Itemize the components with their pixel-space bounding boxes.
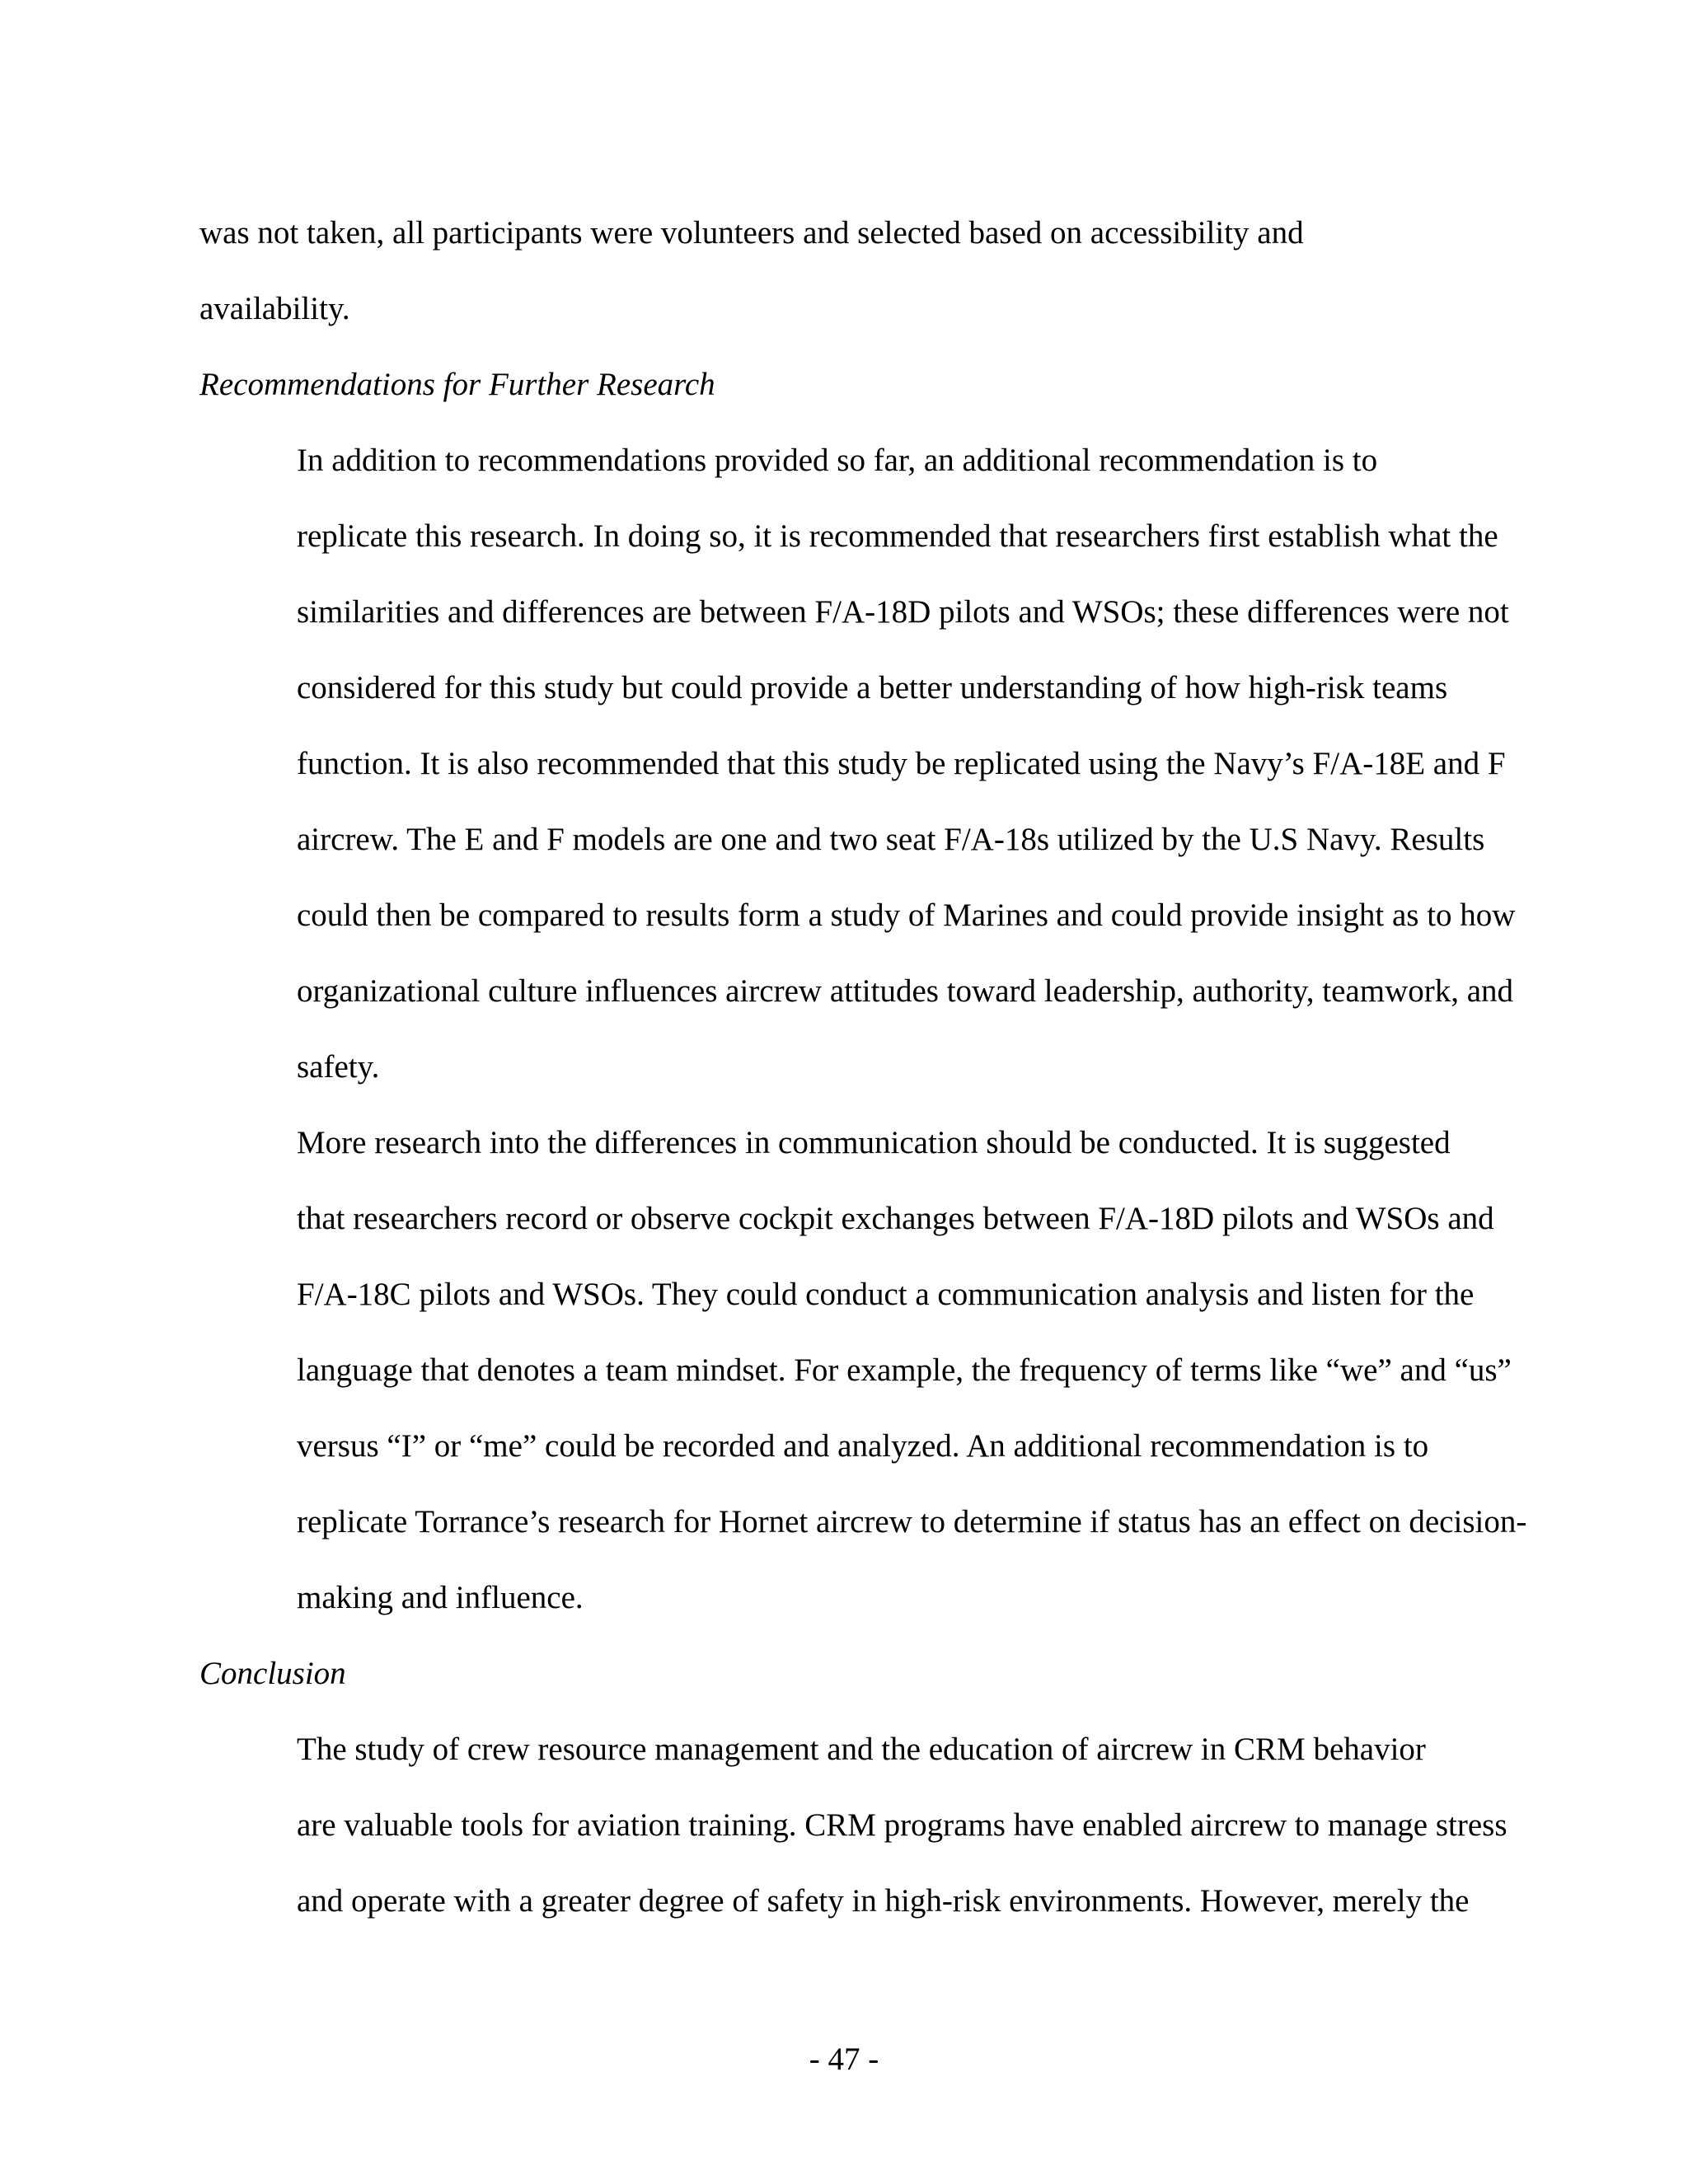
text-line: that researchers record or observe cockpit exchanges between F/A-18D pilots and WSOs and	[297, 1201, 1494, 1236]
text-line: replicate this research. In doing so, it is recommended that researchers first establish what the	[297, 518, 1498, 554]
text-line: similarities and differences are between F/A-18D pilots and WSOs; these differences were not	[297, 594, 1509, 630]
body-paragraph	[199, 195, 1502, 347]
text-line: Recommendations for Further Research	[199, 367, 715, 402]
text-line: The study of crew resource management and the education of aircrew in CRM behavior	[297, 1732, 1426, 1767]
text-line: was not taken, all participants were volunteers and selected based on accessibility and	[199, 215, 1304, 251]
text-line: language that denotes a team mindset. For example, the frequency of terms like “we” and “us”	[297, 1352, 1512, 1388]
body-paragraph	[199, 1105, 1527, 1636]
text-line: availability.	[199, 291, 350, 326]
text-line: could then be compared to results form a study of Marines and could provide insight as to how	[297, 898, 1516, 933]
text-line: replicate Torrance’s research for Hornet aircrew to determine if status has an effect on decision-	[297, 1504, 1527, 1540]
text-line: In addition to recommendations provided so far, an additional recommendation is to	[297, 443, 1378, 478]
text-line: function. It is also recommended that this study be replicated using the Navy’s F/A-18E and F	[297, 746, 1506, 781]
text-line: Conclusion	[199, 1656, 346, 1691]
section-heading	[199, 347, 1502, 423]
body-paragraph	[199, 1712, 1507, 1939]
text-line: F/A-18C pilots and WSOs. They could conduct a communication analysis and listen for the	[297, 1277, 1475, 1312]
text-line: versus “I” or “me” could be recorded and analyzed. An additional recommendation is to	[297, 1428, 1429, 1464]
page-number: - 47 -	[809, 2041, 879, 2077]
section-heading	[199, 1636, 1502, 1712]
text-line: and operate with a greater degree of safety in high-risk environments. However, merely the	[297, 1883, 1470, 1919]
text-line: organizational culture influences aircrew attitudes toward leadership, authority, teamwork, and	[297, 973, 1514, 1009]
body-paragraph	[199, 423, 1516, 1105]
text-line: making and influence.	[297, 1580, 584, 1615]
text-line: More research into the differences in communication should be conducted. It is suggested	[297, 1125, 1451, 1160]
page-body	[199, 195, 1527, 1939]
text-line: aircrew. The E and F models are one and two seat F/A-18s utilized by the U.S Navy. Results	[297, 822, 1485, 857]
text-line: are valuable tools for aviation training. CRM programs have enabled aircrew to manage stress	[297, 1807, 1507, 1843]
text-line: considered for this study but could provide a better understanding of how high-risk teams	[297, 670, 1448, 705]
text-line: safety.	[297, 1049, 380, 1085]
